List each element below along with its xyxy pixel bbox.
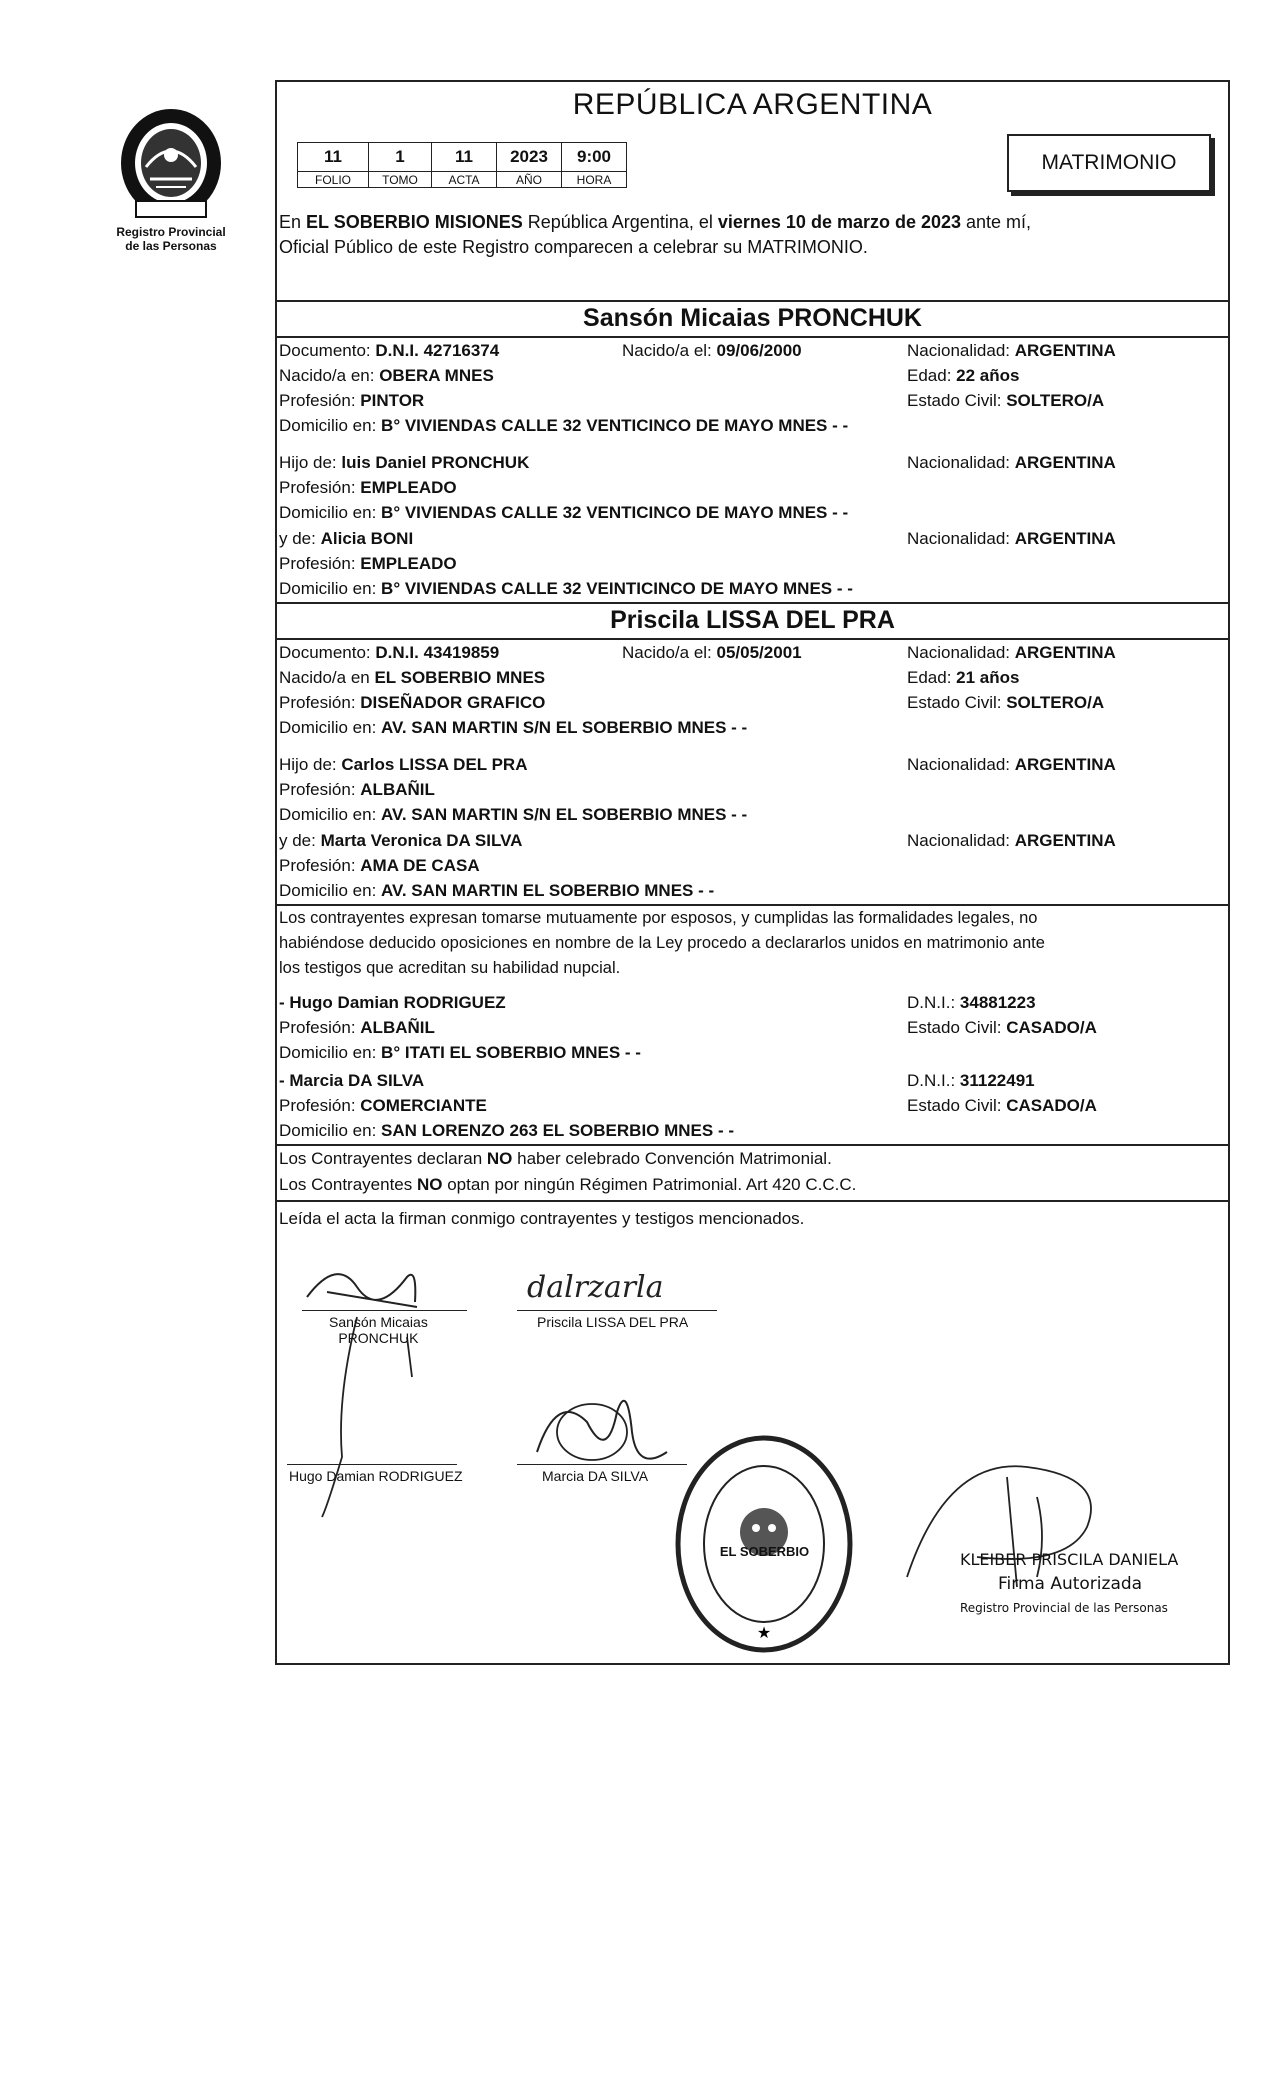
intro-line2: Oficial Público de este Registro comparecen a celebrar su MATRIMONIO.	[279, 237, 868, 257]
logo-caption	[92, 225, 250, 253]
witness1-civil-status: Estado Civil: CASADO/A	[907, 1018, 1097, 1037]
page-title: REPÚBLICA ARGENTINA	[572, 88, 933, 121]
witness2-dni: D.N.I.: 31122491	[907, 1071, 1035, 1090]
regime-statement: Los Contrayentes NO optan por ningún Régimen Patrimonial. Art 420 C.C.C.	[279, 1175, 857, 1194]
groom-mother-nationality: Nacionalidad: ARGENTINA	[907, 529, 1116, 548]
misiones-seal-icon	[116, 105, 226, 223]
witness2-signature-line	[517, 1464, 687, 1465]
official-block	[960, 1548, 1178, 1620]
tomo-label: TOMO	[369, 172, 432, 188]
bride-born: Nacido/a el: 05/05/2001	[622, 643, 802, 662]
bride-civil-status: Estado Civil: SOLTERO/A	[907, 693, 1105, 712]
witness1-profession: Profesión: ALBAÑIL	[279, 1018, 435, 1037]
groom-born: Nacido/a el: 09/06/2000	[622, 341, 802, 360]
logo-caption-line1: Registro Provincial	[116, 225, 226, 239]
official-name: KLEIBER PRISCILA DANIELA	[960, 1550, 1179, 1569]
ano-label: AÑO	[497, 172, 562, 188]
bride-mother: y de: Marta Veronica DA SILVA	[279, 831, 523, 850]
divider	[277, 602, 1228, 604]
hora-value: 9:00	[562, 143, 627, 172]
bride-signature-line	[517, 1310, 717, 1311]
bride-doc: Documento: D.N.I. 43419859	[279, 643, 500, 662]
divider	[277, 336, 1228, 338]
acta-value: 11	[432, 143, 497, 172]
groom-nationality: Nacionalidad: ARGENTINA	[907, 341, 1116, 360]
hora-label: HORA	[562, 172, 627, 188]
groom-civil-status: Estado Civil: SOLTERO/A	[907, 391, 1105, 410]
witness1-signature-line	[287, 1464, 457, 1465]
witness2-name: - Marcia DA SILVA	[279, 1071, 425, 1090]
divider	[277, 638, 1228, 640]
bride-mother-profession: Profesión: AMA DE CASA	[279, 856, 480, 875]
acta-label: ACTA	[432, 172, 497, 188]
witness2-civil-status: Estado Civil: CASADO/A	[907, 1096, 1097, 1115]
bride-mother-address: Domicilio en: AV. SAN MARTIN EL SOBERBIO MNES - -	[279, 881, 715, 900]
groom-mother-profession: Profesión: EMPLEADO	[279, 554, 457, 573]
official-title: Firma Autorizada	[998, 1574, 1143, 1594]
witness1-signature-label: Hugo Damian RODRIGUEZ	[289, 1468, 463, 1484]
groom-signature-line	[302, 1310, 467, 1311]
bride-father-address: Domicilio en: AV. SAN MARTIN S/N EL SOBERBIO MNES - -	[279, 805, 748, 824]
divider	[277, 300, 1228, 302]
divider	[277, 1144, 1228, 1146]
groom-father-address: Domicilio en: B° VIVIENDAS CALLE 32 VENTICINCO DE MAYO MNES - -	[279, 503, 849, 522]
bride-father-nationality: Nacionalidad: ARGENTINA	[907, 755, 1116, 774]
groom-age: Edad: 22 años	[907, 366, 1020, 385]
registry-logo	[92, 105, 250, 280]
witness1-dni: D.N.I.: 34881223	[907, 993, 1036, 1012]
witness2-profession: Profesión: COMERCIANTE	[279, 1096, 487, 1115]
ano-value: 2023	[497, 143, 562, 172]
bride-father-profession: Profesión: ALBAÑIL	[279, 780, 435, 799]
groom-father-profession: Profesión: EMPLEADO	[279, 478, 457, 497]
stamp-city: EL SOBERBIO	[719, 1544, 810, 1559]
bride-nationality: Nacionalidad: ARGENTINA	[907, 643, 1116, 662]
bride-father: Hijo de: Carlos LISSA DEL PRA	[279, 755, 528, 774]
groom-signature-icon	[297, 1257, 487, 1527]
logo-caption-line2: de las Personas	[125, 239, 217, 253]
groom-father-nationality: Nacionalidad: ARGENTINA	[907, 453, 1116, 472]
bride-profession: Profesión: DISEÑADOR GRAFICO	[279, 693, 546, 712]
groom-mother: y de: Alicia BONI	[279, 529, 414, 548]
intro-place: EL SOBERBIO MISIONES	[306, 212, 523, 232]
closing-text: Leída el acta la firman conmigo contrayentes y testigos mencionados.	[279, 1209, 805, 1228]
groom-mother-address: Domicilio en: B° VIVIENDAS CALLE 32 VEINTICINCO DE MAYO MNES - -	[279, 579, 853, 598]
groom-doc: Documento: D.N.I. 42716374	[279, 341, 500, 360]
witness2-signature-icon	[517, 1382, 697, 1482]
svg-text:★: ★	[756, 1623, 772, 1642]
declaration-text: Los contrayentes expresan tomarse mutuamente por esposos, y cumplidas las formalidades legales, no habiéndose deducido oposiciones en nombre de la Ley procedo a declararlos unidos en matrimonio ante los testigos que acreditan su habilidad nupcial.	[279, 909, 1045, 977]
groom-father: Hijo de: luis Daniel PRONCHUK	[279, 453, 530, 472]
bride-signature-label: Priscila LISSA DEL PRA	[537, 1314, 689, 1330]
certificate-frame	[275, 80, 1230, 1665]
doc-type-box: MATRIMONIO	[1007, 134, 1211, 192]
intro-date: viernes 10 de marzo de 2023	[717, 212, 962, 232]
convention-statement: Los Contrayentes declaran NO haber celebrado Convención Matrimonial.	[279, 1149, 832, 1168]
witness2-address: Domicilio en: SAN LORENZO 263 EL SOBERBIO MNES - -	[279, 1121, 735, 1140]
bride-address: Domicilio en: AV. SAN MARTIN S/N EL SOBERBIO MNES - -	[279, 718, 748, 737]
intro-text: En EL SOBERBIO MISIONES República Argentina, el viernes 10 de marzo de 2023 ante mí, Oficial Público de este Registro comparecen a celebrar su MATRIMONIO.	[279, 210, 1031, 260]
bride-mother-nationality: Nacionalidad: ARGENTINA	[907, 831, 1116, 850]
bride-name: Priscila LISSA DEL PRA	[610, 606, 895, 634]
divider	[277, 1200, 1228, 1202]
bride-birthplace: Nacido/a en EL SOBERBIO MNES	[279, 668, 546, 687]
groom-birthplace: Nacido/a en: OBERA MNES	[279, 366, 494, 385]
tomo-value: 1	[369, 143, 432, 172]
groom-signature-label: Sansón Micaias PRONCHUK	[329, 1314, 428, 1346]
bride-age: Edad: 21 años	[907, 668, 1020, 687]
bride-handwriting: dalrzarla	[527, 1270, 664, 1305]
official-org: Registro Provincial de las Personas	[960, 1601, 1168, 1615]
witness1-address: Domicilio en: B° ITATI EL SOBERBIO MNES - -	[279, 1043, 641, 1062]
groom-address: Domicilio en: B° VIVIENDAS CALLE 32 VENTICINCO DE MAYO MNES - -	[279, 416, 849, 435]
record-table	[297, 142, 627, 188]
witness1-name: - Hugo Damian RODRIGUEZ	[279, 993, 506, 1012]
folio-value: 11	[298, 143, 369, 172]
groom-profession: Profesión: PINTOR	[279, 391, 425, 410]
registry-stamp	[672, 1432, 857, 1657]
witness2-signature-label: Marcia DA SILVA	[542, 1468, 649, 1484]
folio-label: FOLIO	[298, 172, 369, 188]
groom-name: Sansón Micaias PRONCHUK	[583, 304, 922, 332]
